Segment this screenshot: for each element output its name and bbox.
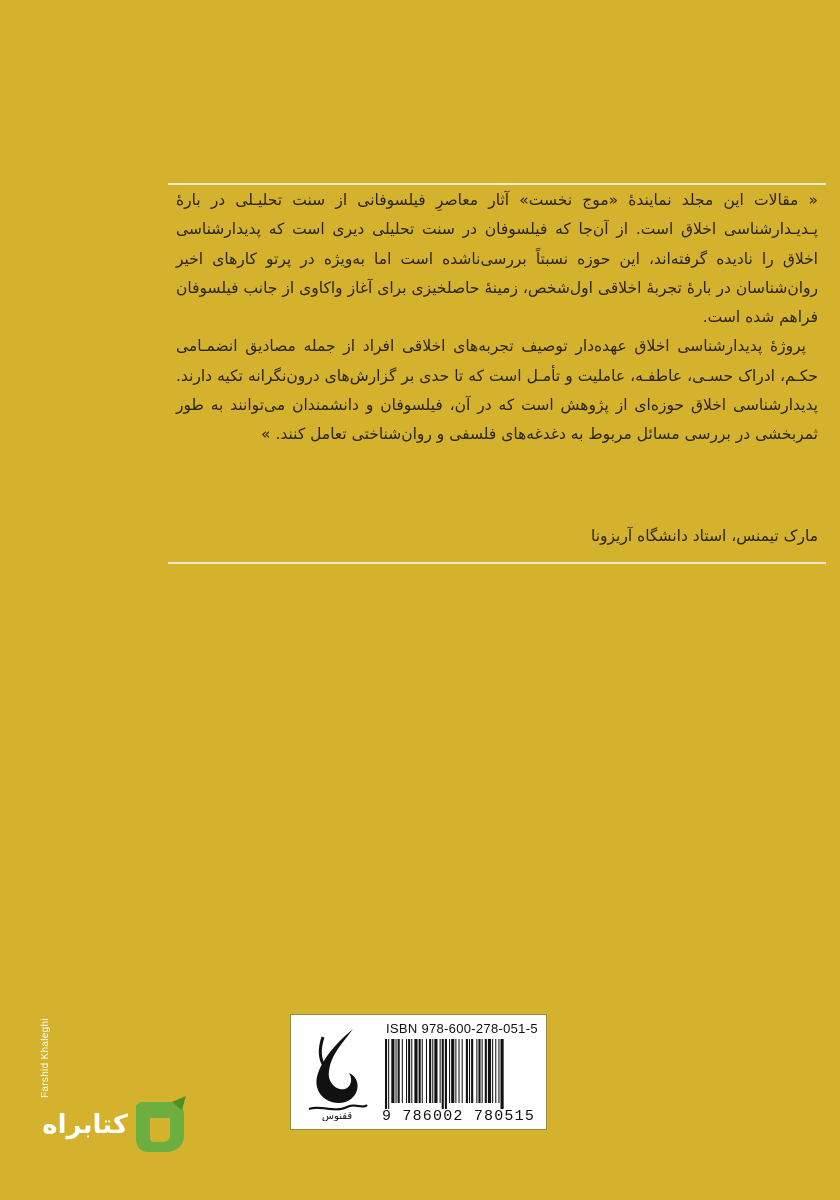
barcode-bar — [466, 1039, 468, 1103]
barcode-bar — [422, 1039, 423, 1103]
barcode-bar — [411, 1039, 412, 1103]
barcode-bar — [432, 1039, 433, 1103]
barcode-bar — [455, 1039, 456, 1103]
barcode-bar — [385, 1039, 387, 1109]
barcode-bar — [492, 1039, 493, 1103]
isbn-barcode-panel — [290, 1014, 547, 1130]
barcode-bar — [451, 1039, 454, 1103]
publisher-logo — [301, 1025, 373, 1125]
barcode-bar — [485, 1039, 487, 1103]
barcode-bar — [471, 1039, 473, 1103]
barcode-bar — [501, 1039, 504, 1109]
top-divider — [168, 183, 826, 185]
back-cover-blurb — [176, 186, 818, 450]
publisher-logo-text: ققنوس — [321, 1111, 353, 1121]
barcode-bar — [478, 1039, 480, 1103]
blurb-paragraph-1: « مقالات این مجلد نمایندۀ «موج نخست» آثار معاصرِ فیلسوفانی از سنت تحلیـلی در بارۀ پـدیـدارشناسی اخلاق است. از آن‌جا که فیلسوفان در سنت تحلیلی دیری است که پدیدارشناسی اخلاق را نادیده گرفته‌اند، این حوزه نسبتاً بررسی‌ناشده است اما به‌ویژه در پرتو کارهای اخیر روان‌شناسان در بارۀ تجربۀ اخلاقی اول‌شخص، زمینۀ حاصلخیزی برای آغاز واکاوی از جانب فیلسوفان فراهم شده است. — [176, 191, 818, 327]
barcode-bar — [408, 1039, 410, 1103]
barcode-bar — [434, 1039, 437, 1103]
barcode-bar — [429, 1039, 431, 1103]
barcode-bar — [495, 1039, 496, 1103]
blurb-paragraph-2: پروژۀ پدیدارشناسی اخلاق عهده‌دار توصیف تجربه‌های اخلاقی افراد از جمله مصادیق انضمـامی حکـم، ادراک حسـی، عاطفـه، عاملیت و تأمـل است که تا حدی بر گزارش‌های درون‌نگرانه تکیه دارند. پدیدارشناسی اخلاق حوزه‌ای از پژوهش است که در آن، فیلسوفان و دانشمندان می‌توانند به طور ثمربخشی در بررسی مسائل مربوط به دغدغه‌های فلسفی و روان‌شناختی تعامل کنند. » — [176, 337, 818, 444]
barcode-bar — [440, 1039, 441, 1103]
barcode-bar — [396, 1039, 397, 1103]
phoenix-icon — [301, 1025, 373, 1121]
site-watermark — [28, 1096, 198, 1166]
barcode-bar — [426, 1039, 427, 1103]
photo-credit-text: Farshid Khaleghi — [40, 1018, 51, 1098]
barcode-bar — [498, 1039, 499, 1103]
barcode-bar — [419, 1039, 421, 1103]
barcode-bar — [391, 1039, 394, 1103]
barcode-bar — [482, 1039, 483, 1103]
isbn-label: ISBN 978-600-278-051-5 — [386, 1021, 538, 1036]
barcode-bar — [442, 1039, 444, 1109]
bottom-divider — [168, 562, 826, 564]
barcode-bar — [462, 1039, 463, 1103]
barcode-bar — [449, 1039, 450, 1103]
barcode-bar — [459, 1039, 460, 1103]
barcode-bar — [406, 1039, 407, 1103]
barcode-bar — [476, 1039, 477, 1103]
barcode-bar — [402, 1039, 403, 1103]
blurb-signature: مارک تیمنس، استاد دانشگاه آریزونا — [590, 527, 818, 545]
barcode-digits: 9 786002 780515 — [382, 1108, 536, 1125]
barcode-bar — [445, 1039, 447, 1109]
site-name: کتابراه — [42, 1110, 128, 1140]
barcode-bar — [488, 1039, 491, 1103]
barcode-bar — [469, 1039, 470, 1103]
bookmark-icon — [132, 1096, 188, 1156]
barcode-bars — [383, 1039, 539, 1109]
barcode-bar — [388, 1039, 389, 1109]
barcode-bar — [414, 1039, 417, 1103]
photo-credit — [40, 1018, 54, 1108]
barcode-bar — [398, 1039, 400, 1103]
